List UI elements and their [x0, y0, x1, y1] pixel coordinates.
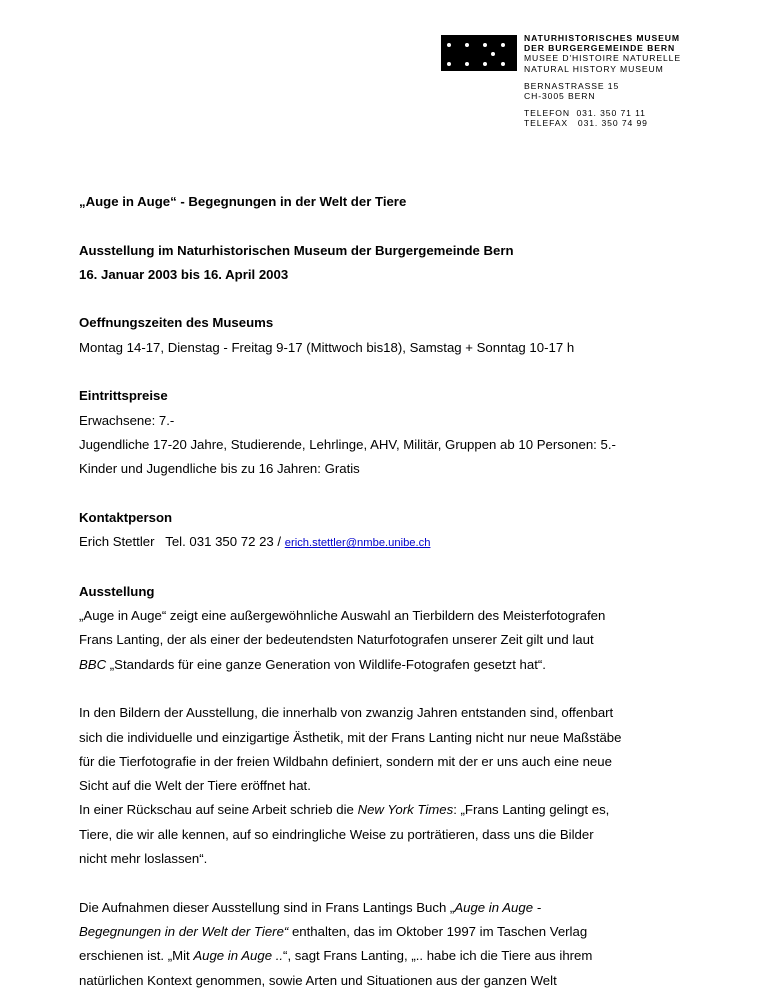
document-title: „Auge in Auge“ - Begegnungen in der Welt der Tiere: [79, 194, 407, 209]
hours-text: Montag 14-17, Dienstag - Freitag 9-17 (Mittwoch bis18), Samstag + Sonntag 10-17 h: [79, 339, 575, 355]
paragraph-3-line-4: natürlichen Kontext genommen, sowie Arten und Situationen aus der ganzen Welt: [79, 972, 557, 988]
exhibition-dates: 16. Januar 2003 bis 16. April 2003: [79, 266, 289, 282]
contact-heading: Kontaktperson: [79, 509, 173, 525]
paragraph-2-line-6: Tiere, die wir alle kennen, auf so eindringliche Weise zu porträtieren, dass uns die Bilder: [79, 826, 594, 842]
paragraph-1-line-1: „Auge in Auge“ zeigt eine außergewöhnliche Auswahl an Tierbildern des Meisterfotografen: [79, 608, 606, 624]
contact-email-link[interactable]: erich.stettler@nmbe.unibe.ch: [284, 537, 431, 550]
museum-name-en: NATURAL HISTORY MUSEUM: [524, 63, 664, 74]
paragraph-2-line-5-b: : „Frans Lanting gelingt es,: [453, 802, 610, 818]
prices-heading: Eintrittspreise: [79, 388, 168, 404]
paragraph-2-line-1: In den Bildern der Ausstellung, die innerhalb von zwanzig Jahren entstanden sind, offenbart: [79, 705, 614, 721]
paragraph-2-line-5: [79, 798, 719, 822]
paragraph-2-line-5-a: In einer Rückschau auf seine Arbeit schrieb die: [79, 802, 358, 818]
paragraph-1-line-2: Frans Lanting, der als einer der bedeutendsten Naturfotografen unserer Zeit gilt und laut: [79, 632, 594, 648]
hours-heading: Oeffnungszeiten des Museums: [79, 315, 274, 331]
paragraph-1-line-3-rest: „Standards für eine ganze Generation von Wildlife-Fotografen gesetzt hat“.: [106, 656, 546, 672]
museum-name-de2: DER BURGERGEMEINDE BERN: [524, 43, 676, 54]
price-children: Kinder und Jugendliche bis zu 16 Jahren: Gratis: [79, 461, 360, 477]
address-street: BERNASTRASSE 15: [524, 80, 620, 91]
paragraph-3-line-2: [79, 920, 719, 944]
paragraph-2-line-3: für die Tierfotografie in der freien Wildbahn definiert, sondern mit der er uns auch eine neue: [79, 753, 612, 769]
paragraph-2-line-4: Sicht auf die Welt der Tiere eröffnet hat.: [79, 778, 311, 794]
museum-logo: [441, 35, 517, 71]
book-title-part-1: Auge in Auge -: [454, 899, 542, 915]
paragraph-2-line-2: sich die individuelle und einzigartige Ästhetik, mit der Frans Lanting nicht nur neue Maßstäbe: [79, 729, 622, 745]
book-title-part-2: Begegnungen in der Welt der Tiere“: [79, 923, 289, 939]
book-title-short: Auge in Auge ..: [193, 948, 284, 964]
letterhead-address: [524, 33, 681, 129]
nyt-mention: New York Times: [357, 802, 454, 818]
price-adults: Erwachsene: 7.-: [79, 412, 175, 428]
bbc-mention: BBC: [79, 656, 107, 672]
paragraph-3-line-1-a: Die Aufnahmen dieser Ausstellung sind in Frans Lantings Buch „: [79, 899, 455, 915]
exhibition-line: Ausstellung im Naturhistorischen Museum der Burgergemeinde Bern: [79, 242, 514, 258]
paragraph-2-line-7: nicht mehr loslassen“.: [79, 851, 208, 867]
paragraph-3-line-3-b: “, sagt Frans Lanting, „.. habe ich die Tiere aus ihrem: [283, 948, 593, 964]
paragraph-3-line-1: [79, 896, 719, 920]
exhibit-heading: Ausstellung: [79, 583, 155, 599]
paragraph-3-line-3: [79, 944, 719, 968]
paragraph-3-line-3-a: erschienen ist. „Mit: [79, 948, 194, 964]
fax-number: TELEFAX 031. 350 74 99: [524, 118, 648, 129]
document-body: [79, 190, 719, 993]
price-youth: Jugendliche 17-20 Jahre, Studierende, Lehrlinge, AHV, Militär, Gruppen ab 10 Personen: 5.-: [79, 436, 616, 452]
contact-text: Erich Stettler Tel. 031 350 72 23 /: [79, 534, 285, 550]
phone-number: TELEFON 031. 350 71 11: [524, 108, 646, 119]
museum-name-fr: MUSEE D'HISTOIRE NATURELLE: [524, 53, 681, 64]
contact-line: [79, 530, 719, 555]
paragraph-3-line-2-b: enthalten, das im Oktober 1997 im Taschen Verlag: [288, 923, 588, 939]
letterhead: [441, 33, 741, 133]
museum-name-de: NATURHISTORISCHES MUSEUM: [524, 33, 680, 43]
paragraph-1-line-3: [79, 653, 719, 677]
address-city: CH-3005 BERN: [524, 91, 596, 102]
